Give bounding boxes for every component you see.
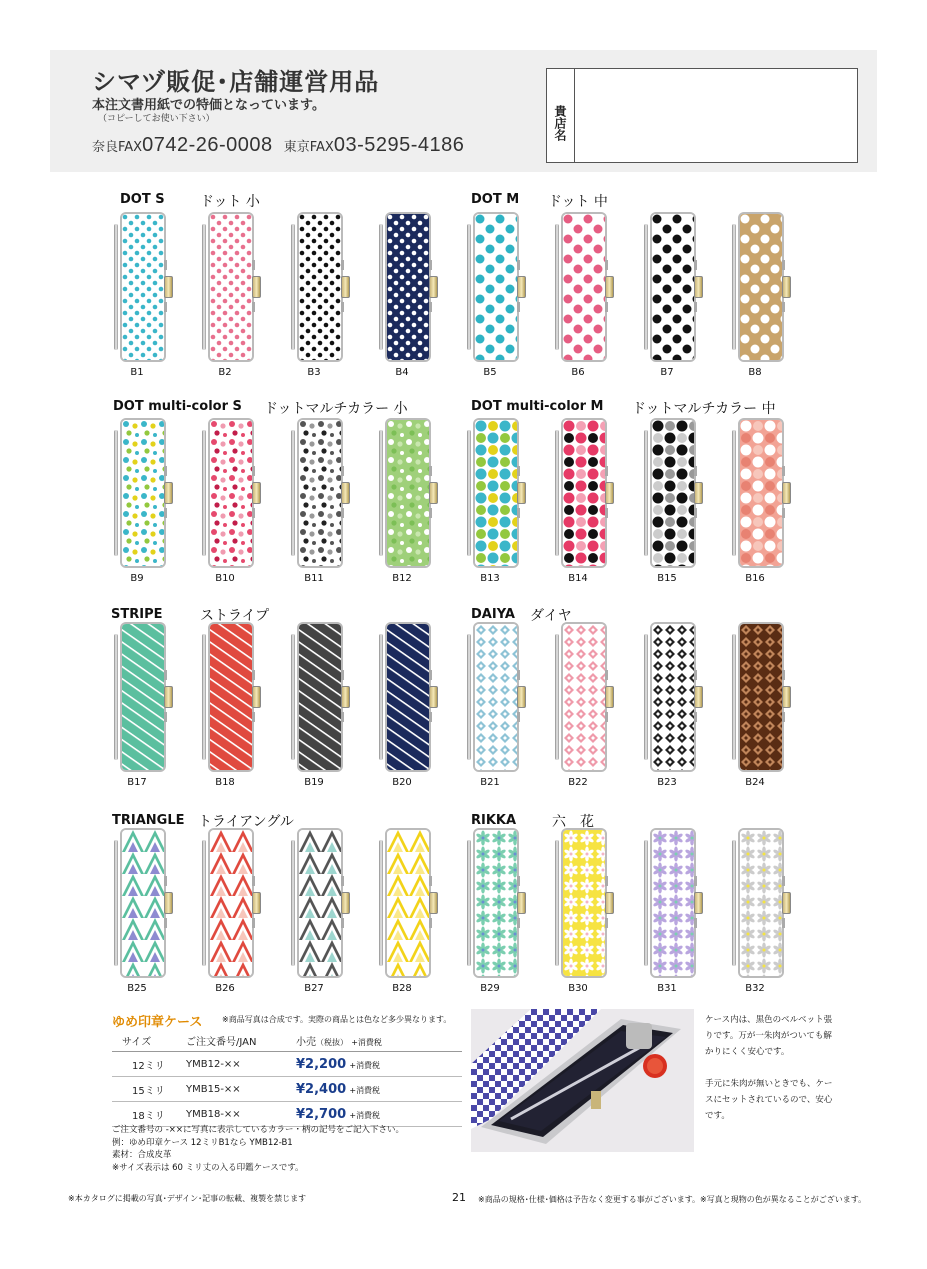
case-clasp (341, 482, 350, 504)
product-code: B13 (480, 573, 500, 584)
case-hinge-bottom (429, 712, 432, 722)
case-pen-edge (379, 224, 383, 350)
fax-numbers (92, 134, 470, 157)
section-en-daiya: DAIYA (471, 607, 515, 622)
seal-case-b6 (553, 212, 617, 362)
case-clasp (694, 686, 703, 708)
case-clasp (252, 276, 261, 298)
case-clasp (517, 892, 526, 914)
photo-description (705, 1012, 835, 1124)
row-order: YMB12-×× (182, 1052, 292, 1077)
case-clasp (782, 276, 791, 298)
seal-case-b25 (112, 828, 176, 978)
seal-case-b23 (642, 622, 706, 772)
case-hinge-top (341, 670, 344, 680)
case-hinge-bottom (517, 302, 520, 312)
case-hinge-bottom (252, 918, 255, 928)
case-pattern (738, 418, 784, 568)
seal-case-b17 (112, 622, 176, 772)
case-pen-edge (291, 840, 295, 966)
case-hinge-top (341, 260, 344, 270)
case-hinge-top (164, 466, 167, 476)
seal-case-b27 (289, 828, 353, 978)
case-clasp (164, 892, 173, 914)
case-hinge-bottom (164, 508, 167, 518)
seal-case-b10 (200, 418, 264, 568)
case-clasp (429, 686, 438, 708)
photo-composite-note: ※商品写真は合成です。実際の商品とは色など多少異なります。 (222, 1015, 452, 1024)
case-hinge-top (252, 670, 255, 680)
case-pen-edge (291, 224, 295, 350)
case-pen-edge (467, 840, 471, 966)
case-pen-edge (379, 634, 383, 760)
case-hinge-bottom (252, 508, 255, 518)
row-size: 15ミリ (112, 1077, 182, 1102)
seal-case-b32 (730, 828, 794, 978)
section-jp-stripe: ストライプ (200, 608, 270, 624)
case-pen-edge (644, 224, 648, 350)
page-number: 21 (452, 1191, 466, 1204)
product-code: B30 (568, 983, 588, 994)
case-pattern (561, 622, 607, 772)
row-order: YMB15-×× (182, 1077, 292, 1102)
seal-case-b9 (112, 418, 176, 568)
section-en-stripe: STRIPE (111, 607, 163, 622)
case-hinge-bottom (605, 712, 608, 722)
case-pattern (650, 828, 696, 978)
case-hinge-top (517, 670, 520, 680)
product-code: B32 (745, 983, 765, 994)
case-pen-edge (732, 430, 736, 556)
product-code: B31 (657, 983, 677, 994)
case-hinge-bottom (341, 508, 344, 518)
case-hinge-bottom (605, 918, 608, 928)
product-code: B27 (304, 983, 324, 994)
order-note-line: 素材：合成皮革 (112, 1150, 172, 1160)
case-pattern (561, 828, 607, 978)
case-pattern (120, 212, 166, 362)
product-code: B11 (304, 573, 324, 584)
case-pattern (650, 622, 696, 772)
order-note-line: ご注文番号の -××に写真に表示しているカラー・柄の記号をご記入下さい。 (112, 1125, 405, 1135)
seal-case-b19 (289, 622, 353, 772)
case-clasp (429, 276, 438, 298)
case-hinge-bottom (252, 712, 255, 722)
section-en-dot-multi-s: DOT multi-color S (113, 399, 242, 414)
product-code: B15 (657, 573, 677, 584)
case-hinge-top (694, 466, 697, 476)
case-pattern (120, 828, 166, 978)
product-code: B18 (215, 777, 235, 788)
product-code: B4 (395, 367, 409, 378)
order-note-line: ※サイズ表示は 60 ミリ丈の入る印鑑ケースです。 (112, 1162, 304, 1173)
product-code: B3 (307, 367, 321, 378)
case-hinge-top (429, 670, 432, 680)
seal-case-b5 (465, 212, 529, 362)
footer-copyright: ※本カタログに掲載の写真･デザイン･記事の転載、複製を禁じます (68, 1194, 307, 1203)
case-hinge-top (517, 876, 520, 886)
table-row (112, 1102, 462, 1127)
case-pen-edge (467, 634, 471, 760)
case-hinge-bottom (164, 302, 167, 312)
case-hinge-top (429, 466, 432, 476)
case-clasp (694, 482, 703, 504)
table-row (112, 1077, 462, 1102)
case-pattern (738, 212, 784, 362)
case-pattern (561, 212, 607, 362)
case-hinge-bottom (517, 918, 520, 928)
product-code: B22 (568, 777, 588, 788)
case-hinge-top (252, 876, 255, 886)
case-pen-edge (555, 840, 559, 966)
case-clasp (517, 482, 526, 504)
section-jp-dot-multi-m: ドットマルチカラー 中 (632, 401, 776, 417)
case-hinge-bottom (782, 302, 785, 312)
case-hinge-top (782, 670, 785, 680)
product-code: B17 (127, 777, 147, 788)
case-hinge-bottom (252, 302, 255, 312)
case-pen-edge (114, 430, 118, 556)
case-clasp (164, 686, 173, 708)
case-hinge-top (164, 876, 167, 886)
seal-case-b3 (289, 212, 353, 362)
case-clasp (517, 686, 526, 708)
seal-case-b31 (642, 828, 706, 978)
case-pattern (120, 418, 166, 568)
case-pen-edge (732, 634, 736, 760)
col-retail (292, 1030, 462, 1052)
case-pattern (297, 418, 343, 568)
case-pattern (297, 828, 343, 978)
seal-case-b8 (730, 212, 794, 362)
case-hinge-bottom (341, 918, 344, 928)
case-clasp (605, 686, 614, 708)
seal-case-b2 (200, 212, 264, 362)
seal-case-b18 (200, 622, 264, 772)
row-tax: +消費税 (349, 1060, 381, 1070)
case-clasp (164, 482, 173, 504)
seal-case-b29 (465, 828, 529, 978)
case-pen-edge (555, 430, 559, 556)
case-clasp (605, 276, 614, 298)
case-hinge-top (605, 876, 608, 886)
case-pen-edge (732, 224, 736, 350)
case-hinge-bottom (694, 508, 697, 518)
fax-nara-number: 0742-26-0008 (142, 134, 273, 156)
case-clasp (252, 482, 261, 504)
store-name-label: 貴店名 (547, 69, 575, 162)
case-interior-photo (471, 1009, 694, 1152)
case-clasp (605, 482, 614, 504)
product-code: B16 (745, 573, 765, 584)
case-pen-edge (291, 430, 295, 556)
product-code: B10 (215, 573, 235, 584)
case-pattern (297, 212, 343, 362)
col-retail-small: （税抜） (316, 1038, 348, 1047)
case-pattern (385, 622, 431, 772)
section-en-dot-m: DOT M (471, 192, 520, 207)
case-pen-edge (644, 840, 648, 966)
seal-case-b1 (112, 212, 176, 362)
case-pen-edge (467, 224, 471, 350)
seal-case-b24 (730, 622, 794, 772)
case-pen-edge (114, 634, 118, 760)
case-hinge-top (164, 670, 167, 680)
case-pattern (473, 622, 519, 772)
case-hinge-top (782, 260, 785, 270)
case-hinge-bottom (164, 712, 167, 722)
seal-case-b22 (553, 622, 617, 772)
row-tax: +消費税 (349, 1085, 381, 1095)
case-hinge-bottom (605, 508, 608, 518)
case-hinge-bottom (164, 918, 167, 928)
case-pen-edge (114, 840, 118, 966)
row-price-cell (292, 1052, 462, 1077)
case-pen-edge (202, 840, 206, 966)
section-en-dot-multi-m: DOT multi-color M (471, 399, 604, 414)
case-pen-edge (291, 634, 295, 760)
table-row (112, 1052, 462, 1077)
case-clasp (782, 686, 791, 708)
section-en-dot-s: DOT S (120, 192, 165, 207)
store-name-field[interactable] (546, 68, 858, 163)
product-code: B21 (480, 777, 500, 788)
seal-case-b30 (553, 828, 617, 978)
case-clasp (341, 892, 350, 914)
row-price-cell (292, 1077, 462, 1102)
section-jp-dot-s: ドット 小 (200, 194, 260, 210)
case-pattern (297, 622, 343, 772)
seal-case-b4 (377, 212, 441, 362)
case-clasp (341, 686, 350, 708)
case-clasp (694, 276, 703, 298)
section-en-rikka: RIKKA (471, 813, 517, 828)
seal-case-b12 (377, 418, 441, 568)
case-hinge-top (694, 670, 697, 680)
case-hinge-top (252, 466, 255, 476)
case-hinge-bottom (341, 712, 344, 722)
row-price-cell (292, 1102, 462, 1127)
case-pattern (650, 418, 696, 568)
case-pattern (650, 212, 696, 362)
seal-case-b16 (730, 418, 794, 568)
fax-tokyo-number: 03-5295-4186 (333, 134, 465, 156)
seal-case-b14 (553, 418, 617, 568)
order-notes (112, 1124, 404, 1174)
seal-case-b20 (377, 622, 441, 772)
product-code: B8 (748, 367, 762, 378)
row-tax: +消費税 (349, 1110, 381, 1120)
product-code: B25 (127, 983, 147, 994)
product-code: B28 (392, 983, 412, 994)
section-jp-triangle: トライアングル (198, 814, 294, 830)
product-code: B20 (392, 777, 412, 788)
price-table (112, 1030, 462, 1127)
catalog-title: シマヅ販促･店舗運営用品 (92, 68, 380, 96)
case-hinge-top (782, 466, 785, 476)
case-pattern (208, 418, 254, 568)
seal-case-b28 (377, 828, 441, 978)
case-hinge-top (694, 260, 697, 270)
seal-case-b13 (465, 418, 529, 568)
col-retail-tax: +消費税 (351, 1038, 382, 1047)
case-pattern (473, 828, 519, 978)
case-hinge-bottom (782, 712, 785, 722)
case-pattern (385, 212, 431, 362)
seal-case-b7 (642, 212, 706, 362)
case-pen-edge (644, 430, 648, 556)
row-size: 12ミリ (112, 1052, 182, 1077)
case-hinge-bottom (429, 508, 432, 518)
case-pattern (473, 418, 519, 568)
case-hinge-bottom (517, 712, 520, 722)
product-code: B7 (660, 367, 674, 378)
product-code: B6 (571, 367, 585, 378)
case-pen-edge (202, 430, 206, 556)
case-hinge-top (252, 260, 255, 270)
section-jp-dot-multi-s: ドットマルチカラー 小 (264, 401, 408, 417)
case-hinge-top (429, 260, 432, 270)
col-order: ご注文番号/JAN (182, 1030, 292, 1052)
case-clasp (164, 276, 173, 298)
case-pen-edge (732, 840, 736, 966)
case-hinge-top (341, 466, 344, 476)
case-pattern (738, 622, 784, 772)
col-size: サイズ (112, 1030, 182, 1052)
seal-case-b21 (465, 622, 529, 772)
case-pen-edge (114, 224, 118, 350)
case-hinge-bottom (694, 302, 697, 312)
row-order: YMB18-×× (182, 1102, 292, 1127)
case-hinge-bottom (782, 918, 785, 928)
product-code: B12 (392, 573, 412, 584)
seal-case-b11 (289, 418, 353, 568)
case-pattern (120, 622, 166, 772)
photo-text-1: ケース内は、黒色のベルベット張りです。万が一朱肉がついても解かりにくく安心です。 (705, 1015, 833, 1057)
case-pen-edge (379, 840, 383, 966)
case-hinge-bottom (694, 918, 697, 928)
case-hinge-bottom (605, 302, 608, 312)
product-code: B26 (215, 983, 235, 994)
case-clasp (782, 482, 791, 504)
case-pen-edge (202, 634, 206, 760)
order-note-line: 例：ゆめ印章ケース 12ミリB1なら YMB12-B1 (112, 1137, 293, 1148)
case-hinge-top (164, 260, 167, 270)
section-jp-rikka: 六 花 (552, 814, 594, 830)
product-code: B9 (130, 573, 144, 584)
case-pattern (473, 212, 519, 362)
case-pattern (385, 828, 431, 978)
case-hinge-bottom (341, 302, 344, 312)
case-hinge-top (517, 466, 520, 476)
case-pen-edge (202, 224, 206, 350)
price-table-header (112, 1030, 462, 1052)
case-clasp (517, 276, 526, 298)
case-hinge-bottom (782, 508, 785, 518)
case-clasp (252, 686, 261, 708)
case-pen-edge (644, 634, 648, 760)
fax-tokyo-label: 東京FAX (283, 140, 334, 155)
case-pattern (208, 622, 254, 772)
case-pen-edge (555, 634, 559, 760)
case-pen-edge (555, 224, 559, 350)
case-hinge-top (605, 670, 608, 680)
case-pattern (385, 418, 431, 568)
case-photo-illustration (471, 1009, 694, 1152)
case-clasp (252, 892, 261, 914)
row-price: ¥2,700 (296, 1106, 347, 1122)
product-code: B1 (130, 367, 144, 378)
case-pattern (738, 828, 784, 978)
product-code: B5 (483, 367, 497, 378)
price-table-title: ゆめ印章ケース (112, 1015, 203, 1030)
case-clasp (694, 892, 703, 914)
product-code: B23 (657, 777, 677, 788)
case-clasp (341, 276, 350, 298)
section-jp-daiya: ダイヤ (530, 608, 572, 624)
product-code: B14 (568, 573, 588, 584)
catalog-subtitle: 本注文書用紙での特価となっています。 (92, 98, 325, 113)
case-hinge-top (605, 466, 608, 476)
case-pattern (208, 212, 254, 362)
case-hinge-top (517, 260, 520, 270)
photo-text-2: 手元に朱肉が無いときでも、ケースにセットされているので、安心です。 (705, 1079, 833, 1121)
copy-note: （コピーしてお使い下さい） (98, 114, 215, 124)
row-price: ¥2,400 (296, 1081, 347, 1097)
section-en-triangle: TRIANGLE (112, 813, 185, 828)
case-clasp (605, 892, 614, 914)
product-code: B2 (218, 367, 232, 378)
fax-nara-label: 奈良FAX (92, 140, 143, 155)
case-hinge-bottom (517, 508, 520, 518)
case-hinge-top (694, 876, 697, 886)
col-retail-label: 小売 (296, 1037, 316, 1048)
case-clasp (429, 482, 438, 504)
product-code: B29 (480, 983, 500, 994)
row-size: 18ミリ (112, 1102, 182, 1127)
row-price: ¥2,200 (296, 1056, 347, 1072)
case-pen-edge (379, 430, 383, 556)
case-pattern (208, 828, 254, 978)
case-hinge-bottom (694, 712, 697, 722)
case-hinge-top (605, 260, 608, 270)
case-pattern (561, 418, 607, 568)
case-clasp (782, 892, 791, 914)
footer-disclaimer: ※商品の規格･仕様･価格は予告なく変更する事がございます。※写真と現物の色が異なることがございます。 (478, 1195, 867, 1204)
seal-case-b26 (200, 828, 264, 978)
case-hinge-top (341, 876, 344, 886)
case-hinge-top (782, 876, 785, 886)
case-clasp (429, 892, 438, 914)
section-jp-dot-m: ドット 中 (548, 194, 608, 210)
product-code: B19 (304, 777, 324, 788)
case-pen-edge (467, 430, 471, 556)
seal-case-b15 (642, 418, 706, 568)
case-hinge-bottom (429, 302, 432, 312)
product-code: B24 (745, 777, 765, 788)
case-hinge-top (429, 876, 432, 886)
case-hinge-bottom (429, 918, 432, 928)
